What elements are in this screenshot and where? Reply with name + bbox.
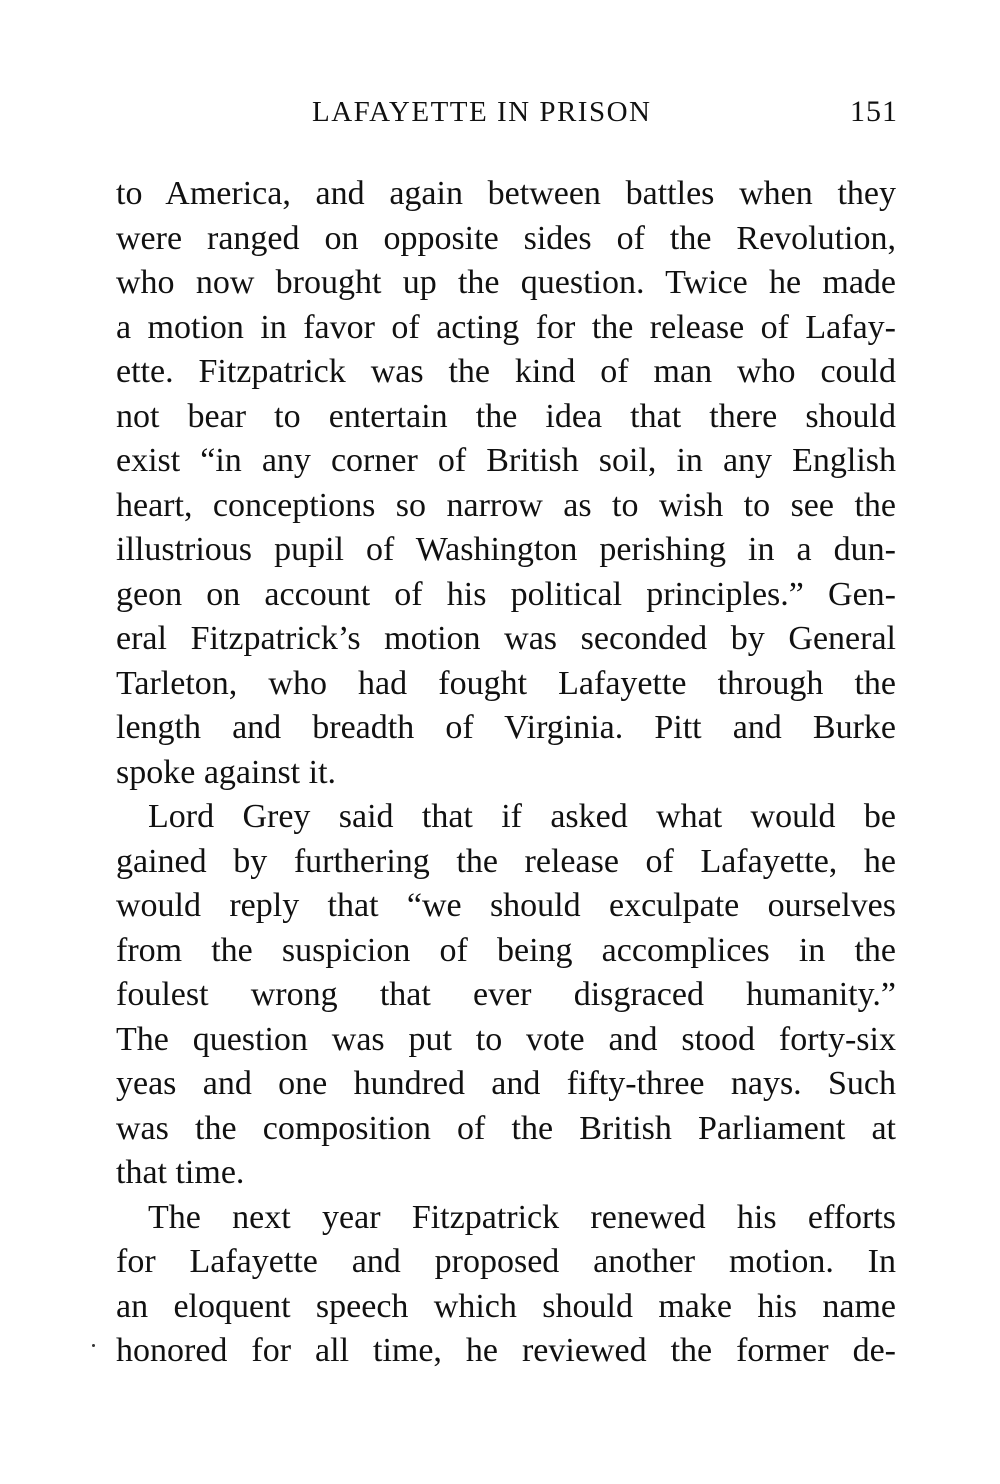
text-line: The next year Fitzpatrick renewed his efforts bbox=[148, 1198, 896, 1236]
text-line: a motion in favor of acting for the release of Lafay- bbox=[116, 308, 896, 346]
text-line: illustrious pupil of Washington perishing in a dun- bbox=[116, 531, 896, 568]
text-line: from the suspicion of being accomplices in the bbox=[116, 931, 896, 969]
text-line: geon on account of his political principles.” Gen- bbox=[116, 575, 896, 613]
text-line: eral Fitzpatrick’s motion was seconded by General bbox=[116, 620, 896, 657]
text-line: honored for all time, he reviewed the former de- bbox=[116, 1332, 896, 1369]
text-line: foulest wrong that ever disgraced humanity.” bbox=[116, 976, 896, 1013]
text-line: that time. bbox=[116, 1154, 245, 1191]
text-line: exist “in any corner of British soil, in any English bbox=[116, 442, 896, 479]
scan-speck bbox=[92, 1344, 95, 1347]
text-line: an eloquent speech which should make his name bbox=[116, 1287, 896, 1325]
text-line: Lord Grey said that if asked what would be bbox=[148, 798, 896, 835]
text-line: yeas and one hundred and fifty-three nays. Such bbox=[116, 1065, 896, 1102]
text-line: ette. Fitzpatrick was the kind of man who could bbox=[116, 353, 896, 390]
text-line: The question was put to vote and stood forty-six bbox=[116, 1020, 896, 1058]
text-line: Tarleton, who had fought Lafayette through the bbox=[116, 664, 896, 702]
text-line: spoke against it. bbox=[116, 753, 337, 791]
body-text bbox=[116, 172, 896, 1374]
text-line: length and breadth of Virginia. Pitt and Burke bbox=[116, 709, 896, 746]
text-line: were ranged on opposite sides of the Revolution, bbox=[116, 219, 896, 257]
running-head bbox=[116, 92, 898, 132]
text-line: for Lafayette and proposed another motion. In bbox=[116, 1243, 896, 1280]
text-line: would reply that “we should exculpate ourselves bbox=[116, 887, 896, 924]
paragraph-3 bbox=[116, 1196, 896, 1374]
text-line: gained by furthering the release of Lafayette, he bbox=[116, 842, 896, 880]
text-line: to America, and again between battles when they bbox=[116, 175, 896, 212]
paragraph-2 bbox=[116, 795, 896, 1196]
text-line: heart, conceptions so narrow as to wish to see the bbox=[116, 486, 896, 524]
text-line: was the composition of the British Parliament at bbox=[116, 1109, 896, 1147]
paragraph-1 bbox=[116, 172, 896, 795]
text-line: not bear to entertain the idea that there should bbox=[116, 397, 896, 435]
text-line: who now brought up the question. Twice he made bbox=[116, 264, 896, 301]
page-number: 151 bbox=[850, 95, 898, 128]
running-title: LAFAYETTE IN PRISON bbox=[312, 96, 652, 128]
